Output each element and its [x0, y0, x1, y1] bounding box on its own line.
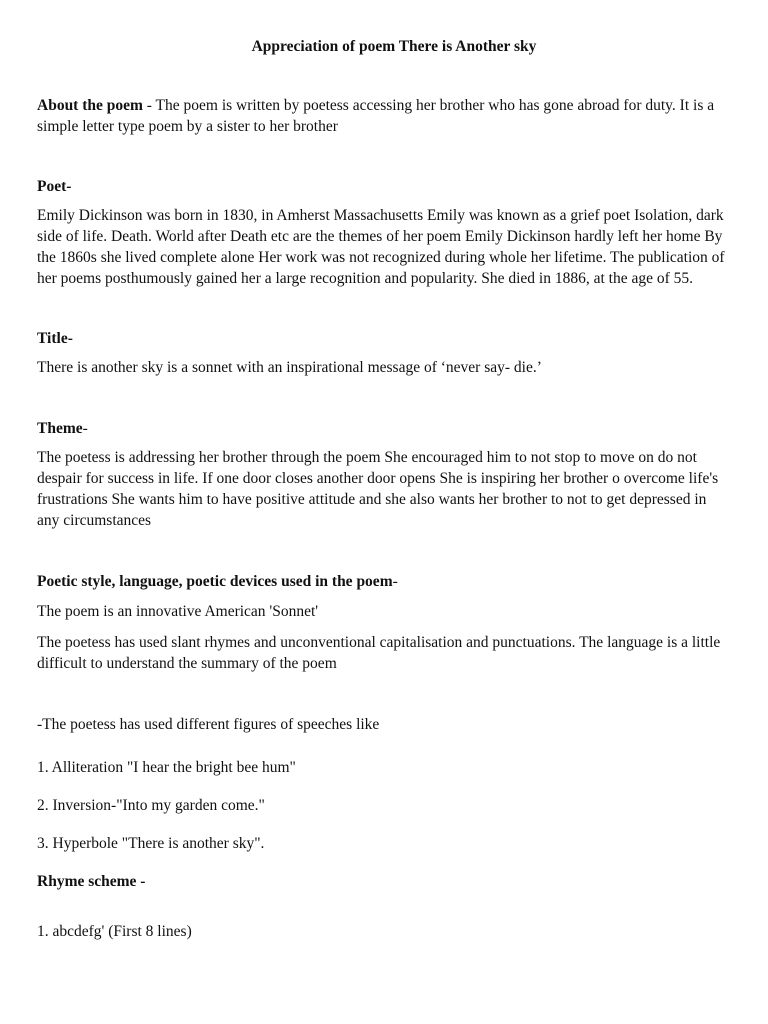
figure-item: 1. Alliteration "I hear the bright bee hum" — [37, 759, 296, 776]
theme-heading — [37, 418, 727, 439]
style-heading — [37, 571, 727, 592]
about-label: About the poem — [37, 97, 143, 114]
poet-heading-label: Poet — [37, 178, 67, 195]
figures-intro: -The poetess has used different figures of speeches like — [37, 716, 380, 733]
style-heading-suffix: - — [392, 573, 398, 590]
theme-heading-suffix: - — [82, 420, 88, 437]
title-heading-label: Title — [37, 330, 68, 347]
style-heading-label: Poetic style, language, poetic devices used in the poem — [37, 573, 393, 590]
document-page — [37, 36, 727, 942]
style-line-2: The poetess has used slant rhymes and unconventional capitalisation and punctuations. The language is a little difficult to understand the summary of the poem — [37, 634, 721, 672]
figure-item: 2. Inversion-"Into my garden come." — [37, 797, 265, 814]
style-line-1: The poem is an innovative American 'Sonnet' — [37, 603, 319, 620]
title-body: There is another sky is a sonnet with an inspirational message of ‘never say- die.’ — [37, 359, 542, 376]
document-title: Appreciation of poem There is Another sky — [251, 38, 537, 55]
title-heading-suffix: - — [67, 330, 73, 347]
theme-heading-label: Theme — [37, 420, 83, 437]
theme-body: The poetess is addressing her brother through the poem She encouraged him to not stop to move on do not despair for success in life. If one door closes another door opens She is inspiring her brother o overcome life's frustrations She wants him to have positive attitude and she also wants her brother to not to get depressed in any circumstances — [37, 449, 719, 529]
rhyme-item: 1. abcdefg' (First 8 lines) — [37, 923, 192, 940]
poet-body: Emily Dickinson was born in 1830, in Amherst Massachusetts Emily was known as a grief poet Isolation, dark side of life. Death. World after Death etc are the themes of her poem Emily Dickinson hardly left her home By the 1860s she lived complete alone Her work was not recognized during whole her lifetime. The publication of her poems posthumously gained her a large recognition and popularity. She died in 1886, at the age of 55. — [37, 207, 725, 287]
poet-heading — [37, 176, 727, 197]
rhyme-heading: Rhyme scheme - — [37, 873, 146, 890]
about-paragraph — [37, 95, 727, 137]
figure-item: 3. Hyperbole "There is another sky". — [37, 835, 265, 852]
poet-heading-suffix: - — [66, 178, 72, 195]
about-text: - The poem is written by poetess accessing her brother who has gone abroad for duty. It is a simple letter type poem by a sister to her brother — [37, 97, 715, 135]
title-heading — [37, 328, 727, 349]
